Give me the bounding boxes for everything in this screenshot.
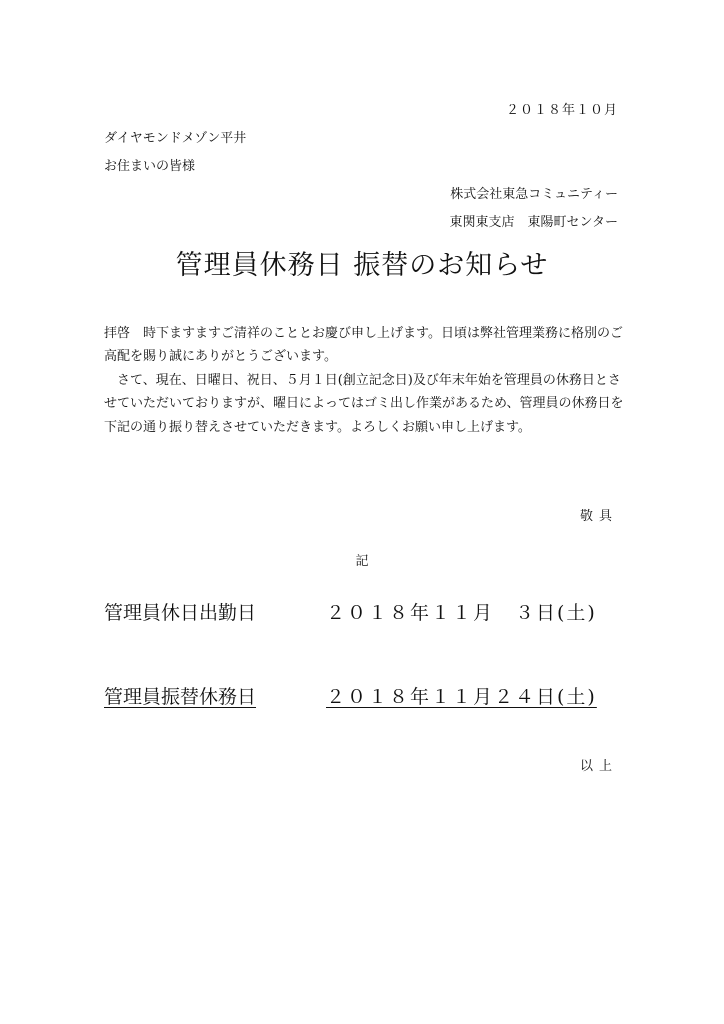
sender-branch: 東関東支店 東陽町センター [449, 215, 618, 230]
off-day-value: ２０１８年１１月２４日(土) [326, 686, 597, 708]
sender-company: 株式会社東急コミュニティー [450, 187, 618, 202]
recipient-building: ダイヤモンドメゾン平井 [104, 131, 247, 146]
ki-mark: 記 [355, 554, 369, 569]
body-text [104, 322, 624, 439]
off-day-label: 管理員振替休務日 [104, 686, 257, 708]
end-mark: 以上 [579, 759, 618, 774]
notice-paragraph: さて、現在、日曜日、祝日、５月１日(創立記念日)及び年末年始を管理員の休務日とさせていただいておりますが、曜日によってはゴミ出し作業があるため、管理員の休務日を下記の通り振り替えさせていただきます。よろしくお願い申し上げます。 [104, 372, 624, 435]
issue-date: ２０１８年１０月 [505, 103, 618, 118]
work-day-label: 管理員休日出勤日 [104, 602, 257, 624]
recipient-residents: お住まいの皆様 [104, 159, 196, 174]
document-title: 管理員休務日 振替のお知らせ [175, 250, 549, 281]
greeting-paragraph: 拝啓 時下ますますご清祥のこととお慶び申し上げます。日頃は弊社管理業務に格別のご高配を賜り誠にありがとうございます。 [104, 326, 623, 365]
closing-phrase: 敬具 [579, 509, 618, 524]
work-day-value: ２０１８年１１月 ３日(土) [326, 602, 597, 624]
